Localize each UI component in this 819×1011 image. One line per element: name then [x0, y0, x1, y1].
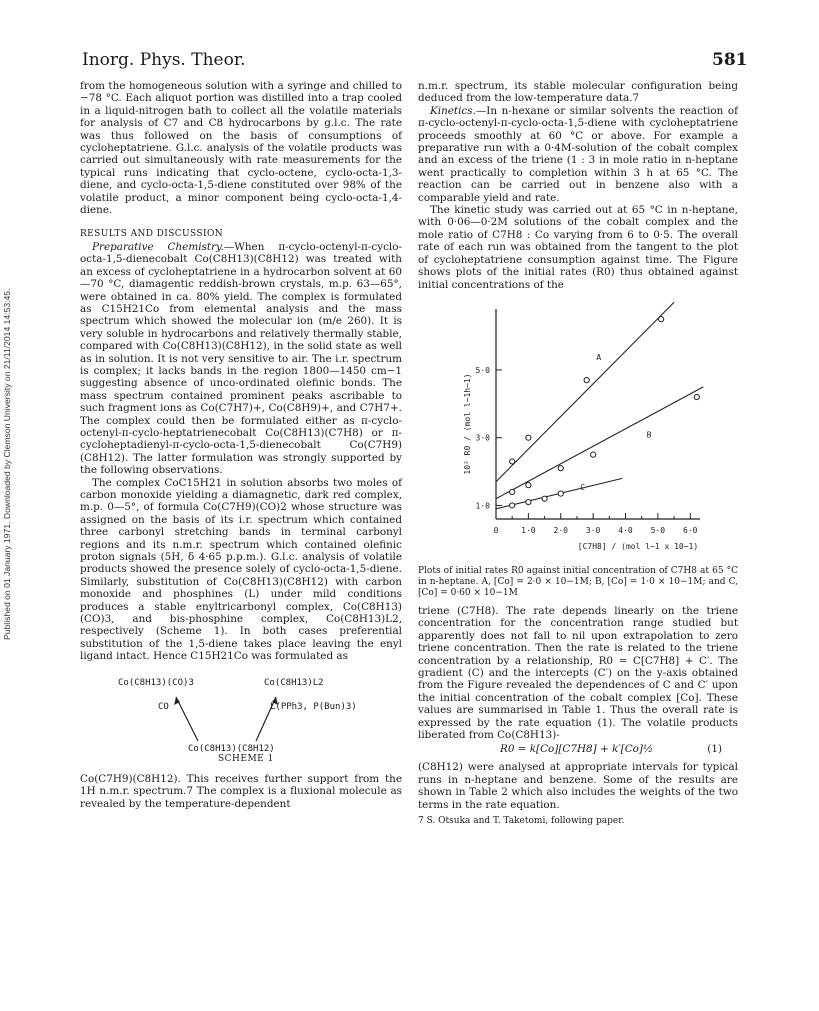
y-axis-label: 10² R0 / (mol l−1h−1)	[463, 373, 472, 475]
scheme-bottom: Co(C8H13)(C8H12)	[188, 743, 275, 754]
data-point	[591, 452, 596, 457]
scheme-top-left: Co(C8H13)(CO)3	[118, 677, 194, 688]
run-in-heading: Kinetics.	[430, 104, 476, 117]
scheme-1	[80, 671, 402, 767]
x-tick-label: 5·0	[650, 525, 666, 535]
paragraph: The kinetic study was carried out at 65 °C in n-heptane, with 0·06—0·2M solutions of the cobalt complex and the mole ratio of C7H8 : Co varying from 6 to 0·5. The overall rate of each run was obtained from the tangent to the plot of cycloheptatriene consumption against time. The Figure shows plots of the initial rates (R0) thus obtained against initial concentrations of the	[418, 204, 738, 291]
data-point	[659, 316, 664, 321]
left-column	[80, 80, 402, 810]
paragraph	[80, 241, 402, 477]
series-b	[496, 387, 703, 499]
y-tick-label: 5·0	[475, 365, 490, 375]
run-in-heading: Preparative Chemistry.	[92, 240, 224, 253]
rate-equation	[418, 743, 738, 759]
x-tick-label: 2·0	[553, 525, 568, 535]
scheme-reagent-right: L(PPh3, P(Bun)3)	[270, 701, 357, 712]
footnote: 7 S. Otsuka and T. Taketomi, following paper.	[418, 816, 625, 826]
x-tick-label: 3·0	[585, 525, 601, 535]
paragraph: n.m.r. spectrum, its stable molecular configuration being deduced from the low-temperature data.7	[418, 80, 738, 105]
equation-number: (1)	[707, 743, 722, 756]
paragraph: Co(C7H9)(C8H12). This receives further support from the 1H n.m.r. spectrum.7 The complex is a fluxional molecule as revealed by the temperature-dependent	[80, 772, 402, 810]
y-tick-label: 1·0	[475, 501, 490, 511]
x-tick-label: 0	[493, 525, 499, 535]
series-line	[496, 302, 674, 482]
data-point	[584, 377, 589, 382]
y-tick-label: 3·0	[475, 433, 490, 443]
right-column	[418, 80, 738, 827]
paragraph: from the homogeneous solution with a syringe and chilled to −78 °C. Each aliquot portion was distilled into a trap cooled in a liquid-nitrogen bath to collect all the volatile materials for analysis of C7 and C8 hydrocarbons by g.l.c. The rate was thus followed on the basis of consumptions of cycloheptatriene. G.l.c. analysis of the volatile products was carried out simultaneously with rate measurements for the typical runs indicating that cyclo-octene, cyclo-octa-1,3-diene, and cyclo-octa-1,5-diene constituted over 98% of the volatile product, a minor component being cyclo-octa-1,4-diene.	[80, 80, 402, 217]
data-point	[526, 435, 531, 440]
data-point	[558, 465, 563, 470]
paragraph	[418, 105, 738, 204]
rate-chart	[418, 297, 738, 562]
x-tick-label: 1·0	[521, 525, 536, 535]
x-tick-label: 4·0	[618, 525, 633, 535]
x-axis-label: [C7H8] / (mol l−1 x 10−1)	[577, 541, 699, 551]
scheme-top-right: Co(C8H13)L2	[264, 677, 324, 688]
download-watermark	[2, 140, 22, 640]
series-label: A	[596, 352, 602, 362]
page-number: 581	[712, 50, 748, 70]
paragraph-text: —When π-cyclo-octenyl-π-cyclo-octa-1,5-dienecobalt Co(C8H13)(C8H12) was treated with an excess of cycloheptatriene in a hydrocarbon solvent at 60—70 °C, diamagentic reddish-brown crystals, m.p. 63—65°, were obtained in ca. 80% yield. The complex is formulated as C15H21Co from elemental analysis and the mass spectrum which showed the molecular ion (m/e 260). It is very soluble in hydrocarbons and relatively thermally stable, compared with Co(C8H13)(C8H12), in the solid state as well as in solution. It is not very sensitive to air. The i.r. spectrum is complex; it lacks bands in the region 1800—1450 cm−1 suggesting absence of unco-ordinated olefinic bonds. The mass spectrum contained prominent peaks ascribable to such fragment ions as Co(C7H7)+, Co(C8H9)+, and C7H7+. The complex could then be formulated either as π-cyclo-octenyl-π-cyclo-heptatrienecobalt Co(C8H13)(C7H8) or π-cycloheptadienyl-π-cyclo-octa-1,5-dienecobalt Co(C7H9)(C8H12). The latter formulation was strongly supported by the following observations.	[80, 240, 402, 477]
section-heading: RESULTS AND DISCUSSION	[80, 229, 224, 240]
journal-title: Inorg. Phys. Theor.	[82, 50, 246, 70]
series-label: C	[580, 483, 586, 493]
data-point	[526, 482, 531, 487]
data-point	[558, 491, 563, 496]
series-c	[496, 478, 622, 508]
data-point	[510, 489, 515, 494]
watermark-text: Published on 01 January 1971. Downloaded by Clemson University on 21/11/2014 14:53:45.	[2, 288, 12, 640]
series-a	[496, 302, 674, 482]
paragraph-text: —In n-hexane or similar solvents the reaction of π-cyclo-octenyl-π-cyclo-octa-1,5-diene with cycloheptatriene proceeds smoothly at 60 °C or above. For example a preparative run with a 0·4M-solution of the cobalt complex and an excess of the triene (1 : 3 in mole ratio in n-heptane went practically to completion within 3 h at 65 °C. The reaction can be carried out in benzene also with a comparable yield and rate.	[418, 104, 738, 204]
scheme-reagent-left: CO	[158, 701, 169, 712]
data-point	[694, 394, 699, 399]
figure-rate-plot	[418, 297, 738, 562]
data-point	[526, 499, 531, 504]
series-label: B	[646, 430, 652, 440]
paragraph: triene (C7H8). The rate depends linearly on the triene concentration for the concentration range studied but apparently does not fall to nil upon extrapolation to zero triene concentration. Then the rate is related to the triene concentration by a relationship, R0 = C[C7H8] + C′. The gradient (C) and the intercepts (C′) on the y-axis obtained from the Figure revealed the dependences of C and C′ upon the initial concentration of the cobalt complex [Co]. These values are summarised in Table 1. Thus the overall rate is expressed by the rate equation (1). The volatile products liberated from Co(C8H13)-	[418, 604, 738, 741]
figure-caption: Plots of initial rates R0 against initial concentration of C7H8 at 65 °C in n-heptane. A, [Co] = 2·0 × 10−1M; B, [Co] = 1·0 × 10−1M; and C, [Co] = 0·60 × 10−1M	[418, 565, 738, 598]
paragraph: (C8H12) were analysed at appropriate intervals for typical runs in n-heptane and benzene. Some of the results are shown in Table 2 which also includes the weights of the two terms in the rate equation.	[418, 761, 738, 811]
series-line	[496, 387, 703, 499]
data-point	[510, 503, 515, 508]
scheme-label: SCHEME 1	[218, 753, 274, 764]
paragraph: The complex CoC15H21 in solution absorbs two moles of carbon monoxide yielding a diamagnetic, dark red complex, m.p. 0—5°, of formula Co(C7H9)(CO)2 whose structure was assigned on the basis of its i.r. spectrum which contained three carbonyl stretching bands in terminal carbonyl regions and its n.m.r. spectrum which contained olefinic proton signals (5H, δ 4·65 p.p.m.). G.l.c. analysis of volatile products showed the presence solely of cyclo-octa-1,5-diene. Similarly, substitution of Co(C8H13)(C8H12) with carbon monoxide and phosphines (L) under mild conditions produces a stable enyltricarbonyl complex, Co(C8H13)(CO)3, and bis-phosphine complex, Co(C8H13)L2, respectively (Scheme 1). In both cases preferential substitution of the 1,5-diene takes place leaving the enyl ligand intact. Hence C15H21Co was formulated as	[80, 476, 402, 663]
equation-text: R0 = k[Co][C7H8] + k′[Co]½	[500, 743, 654, 756]
data-point	[510, 459, 515, 464]
x-tick-label: 6·0	[683, 525, 698, 535]
data-point	[542, 496, 547, 501]
